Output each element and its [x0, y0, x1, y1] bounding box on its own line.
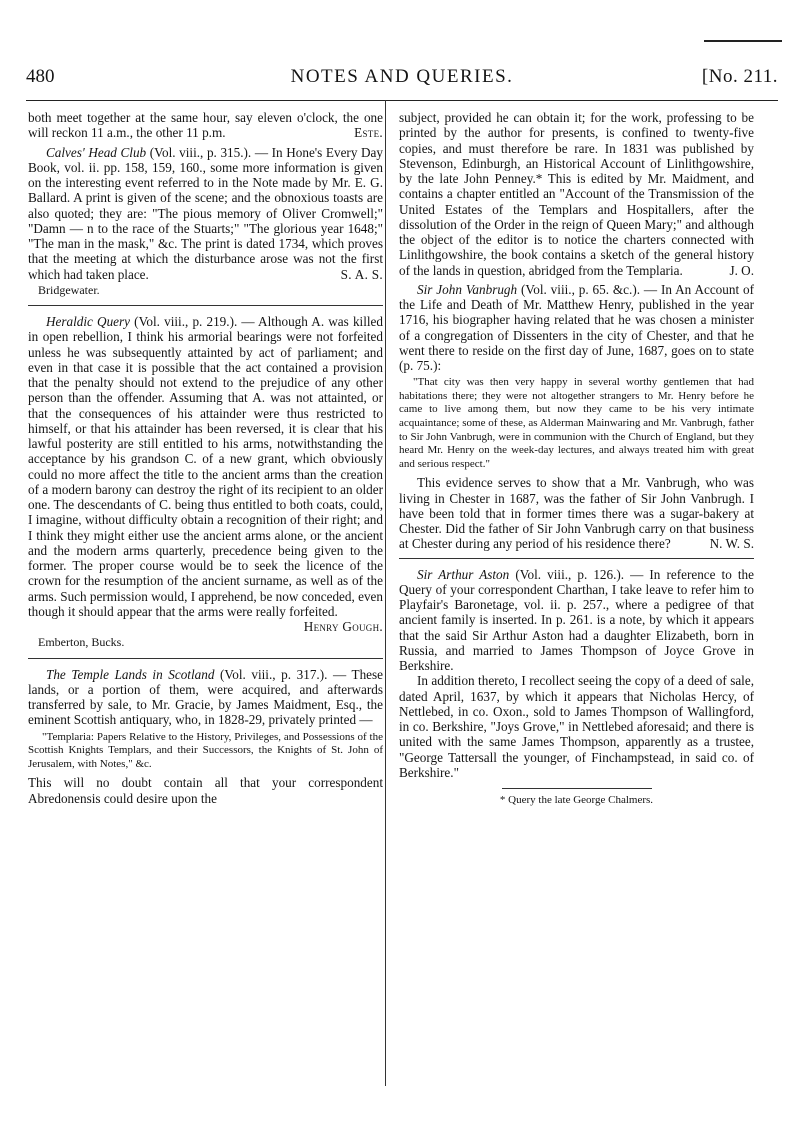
article-arthur-aston [399, 567, 754, 674]
article-temple-lands [28, 667, 383, 728]
page-header [26, 66, 778, 96]
article-title: Sir Arthur Aston [417, 566, 510, 582]
page-number: 480 [26, 66, 55, 87]
article-title: The Temple Lands in Scotland [46, 666, 215, 682]
section-separator [399, 558, 754, 559]
footnote-rule [502, 788, 652, 789]
article-title: Sir John Vanbrugh [417, 281, 518, 297]
signature: Henry Gough. [303, 619, 383, 634]
left-column [28, 110, 383, 806]
continuation-paragraph: subject, provided he can obtain it; for the work, professing to be printed by the author for presents, is confined to twenty-five copies, and must therefore be rare. In 1831 was published by Stevenson, Edinburgh, an Historical Account of Linlithgowshire, by the late John Penney.* This is edited by Mr. Maidment, and contains a chapter entitled an "Account of the Transmission of the United Estates of the Templars and Hospitallers, after the dissolution of the Order in the reign of Queen Mary;" and although the object of the editor is to notice the charters connected with Linlithgowshire, the book contains a sketch of the general history of the lands in question, abridged from the Templaria. J. O. [399, 110, 754, 278]
section-separator [28, 658, 383, 659]
paragraph: This will no doubt contain all that your correspondent Abredonensis could desire upon the [28, 775, 383, 806]
article-title: Calves' Head Club [46, 144, 147, 160]
top-edge-rule [704, 40, 782, 42]
block-quote: "That city was then very happy in several worthy gentlemen that had habitations there; they were not altogether strangers to Mr. Henry before he came to live among them, but now they came to be his very intimate acquaintance; some of these, as Alderman Mainwaring and Mr. Vanbrugh, father to Sir John Vanbrugh, were in communion with the Church of England, but they heard Mr. Henry on the week-day lectures, and always treated him with great and serious respect." [399, 376, 754, 470]
right-column [399, 110, 754, 808]
place-line: Emberton, Bucks. [38, 635, 125, 650]
issue-number: [No. 211. [701, 66, 778, 87]
signature: N. W. S. [709, 536, 754, 552]
continuation-paragraph: both meet together at the same hour, say eleven o'clock, the one will reckon 11 a.m., the other 11 p.m. Este. [28, 110, 383, 141]
article-vanbrugh [399, 282, 754, 374]
article-heraldic-query [28, 314, 383, 619]
article-text: (Vol. viii., p. 219.). — Although A. was killed in open rebellion, I think his armorial bearings were not forfeited unless he was subsequently attainted by act of parliament; and even in that case it is possible that the act contained a provision that the penalty should not extend to the prejudice of any other person than the offender. Assuming that A. was not attainted, or that the consequences of his attainder were thus restricted to himself, or that his attainder has been reversed, it is clear that his lawful posterity are still entitled to his arms, notwithstanding the acceptance by his grandson C. of a new grant, which obviously could no more affect the title to the ancient arms than the creation of a modern barony can destroy the right of its recipient to an older one. The descendants of C. being thus entitled to both coats, could, I imagine, without difficulty obtain a recognition of their right; and I think they might either use the ancient arms alone, or the ancient and the modern arms quarterly, precedence being given to the former. The proper course would be to seek the licence of the crown for the resumption of the ancient surname, as well as of the arms. Such permission would, I apprehend, be now conceded, even though it should appear that the arms were really forfeited. [28, 314, 383, 619]
block-quote: "Templaria: Papers Relative to the History, Privileges, and Possessions of the Scottish Knights Templars, and their Successors, the Knights of St. John of Jerusalem, with Notes," &c. [28, 730, 383, 770]
place-line: Bridgewater. [38, 282, 100, 297]
article-text: (Vol. viii., p. 126.). — In reference to the Query of your correspondent Charthan, I take leave to refer him to Playfair's Baronetage, vol. ii. p. 257., where a pedigree of that ancient family is inserted. In p. 261. is a note, by which it appears that the said Sir Arthur Aston had a daughter Elizabeth, born in Russia, and married to James Thompson of Joyce Grove in Berkshire. [399, 566, 754, 674]
column-divider [385, 100, 386, 1086]
signature: S. A. S. [340, 266, 383, 282]
article-text: (Vol. viii., p. 317.). — These lands, or a portion of them, were acquired, and afterwards transferred by sale, to Mr. Gracie, by James Maidment, Esq., the eminent Scottish antiquary, who, in 1828-29, privately printed — [28, 666, 384, 728]
running-title: NOTES AND QUERIES. [290, 66, 514, 87]
signature: J. O. [729, 262, 754, 278]
footnote: * Query the late George Chalmers. [499, 794, 654, 807]
section-separator [28, 305, 383, 306]
article-text: (Vol. viii., p. 65. &c.). — In An Account of the Life and Death of Mr. Matthew Henry, published in the year 1716, his biographer having related that he was chosen a minister of a congregation of Dissenters in the city of Chester, and that he went there to reside on the first day of June, 1687, goes on to state (p. 75.): [399, 281, 755, 373]
article-title: Heraldic Query [46, 314, 130, 329]
paragraph: In addition thereto, I recollect seeing the copy of a deed of sale, dated April, 1637, by which it appears that Nicholas Hercy, of Nettlebed, in co. Oxon., sold to James Thompson of Wallingford, in co. Berkshire, "Joys Grove," in Nettlebed aforesaid; and there is united with the same James Thompson, apparently as a trustee, "George Tattersall the younger, of Finchampstead, in said co. of Berkshire." [399, 673, 754, 780]
article-text: (Vol. viii., p. 315.). — In Hone's Every Day Book, vol. ii. pp. 158, 159, 160., some more information is given on the interesting event referred to in the Note made by Mr. E. G. Ballard. A print is given of the scene; and the obnoxious toasts are also quoted; they are: "The pious memory of Oliver Cromwell;" "Damn — n to the race of the Stuarts;" "The glorious year 1648;" "The man in the mask," &c. The print is dated 1734, which proves that the meeting at which the disturbance arose was not the first which had taken place. [28, 144, 383, 282]
signature: Este. [354, 125, 383, 141]
article-calves-head-club [28, 145, 383, 282]
header-rule [26, 100, 778, 101]
paragraph: This evidence serves to show that a Mr. Vanbrugh, who was living in Chester in 1687, was the father of Sir John Vanbrugh. I have been told that in former times there was a sugar-bakery at Chester. Did the father of Sir John Vanbrugh carry on that business at Chester during any period of his residence there? N. W. S. [399, 475, 754, 552]
